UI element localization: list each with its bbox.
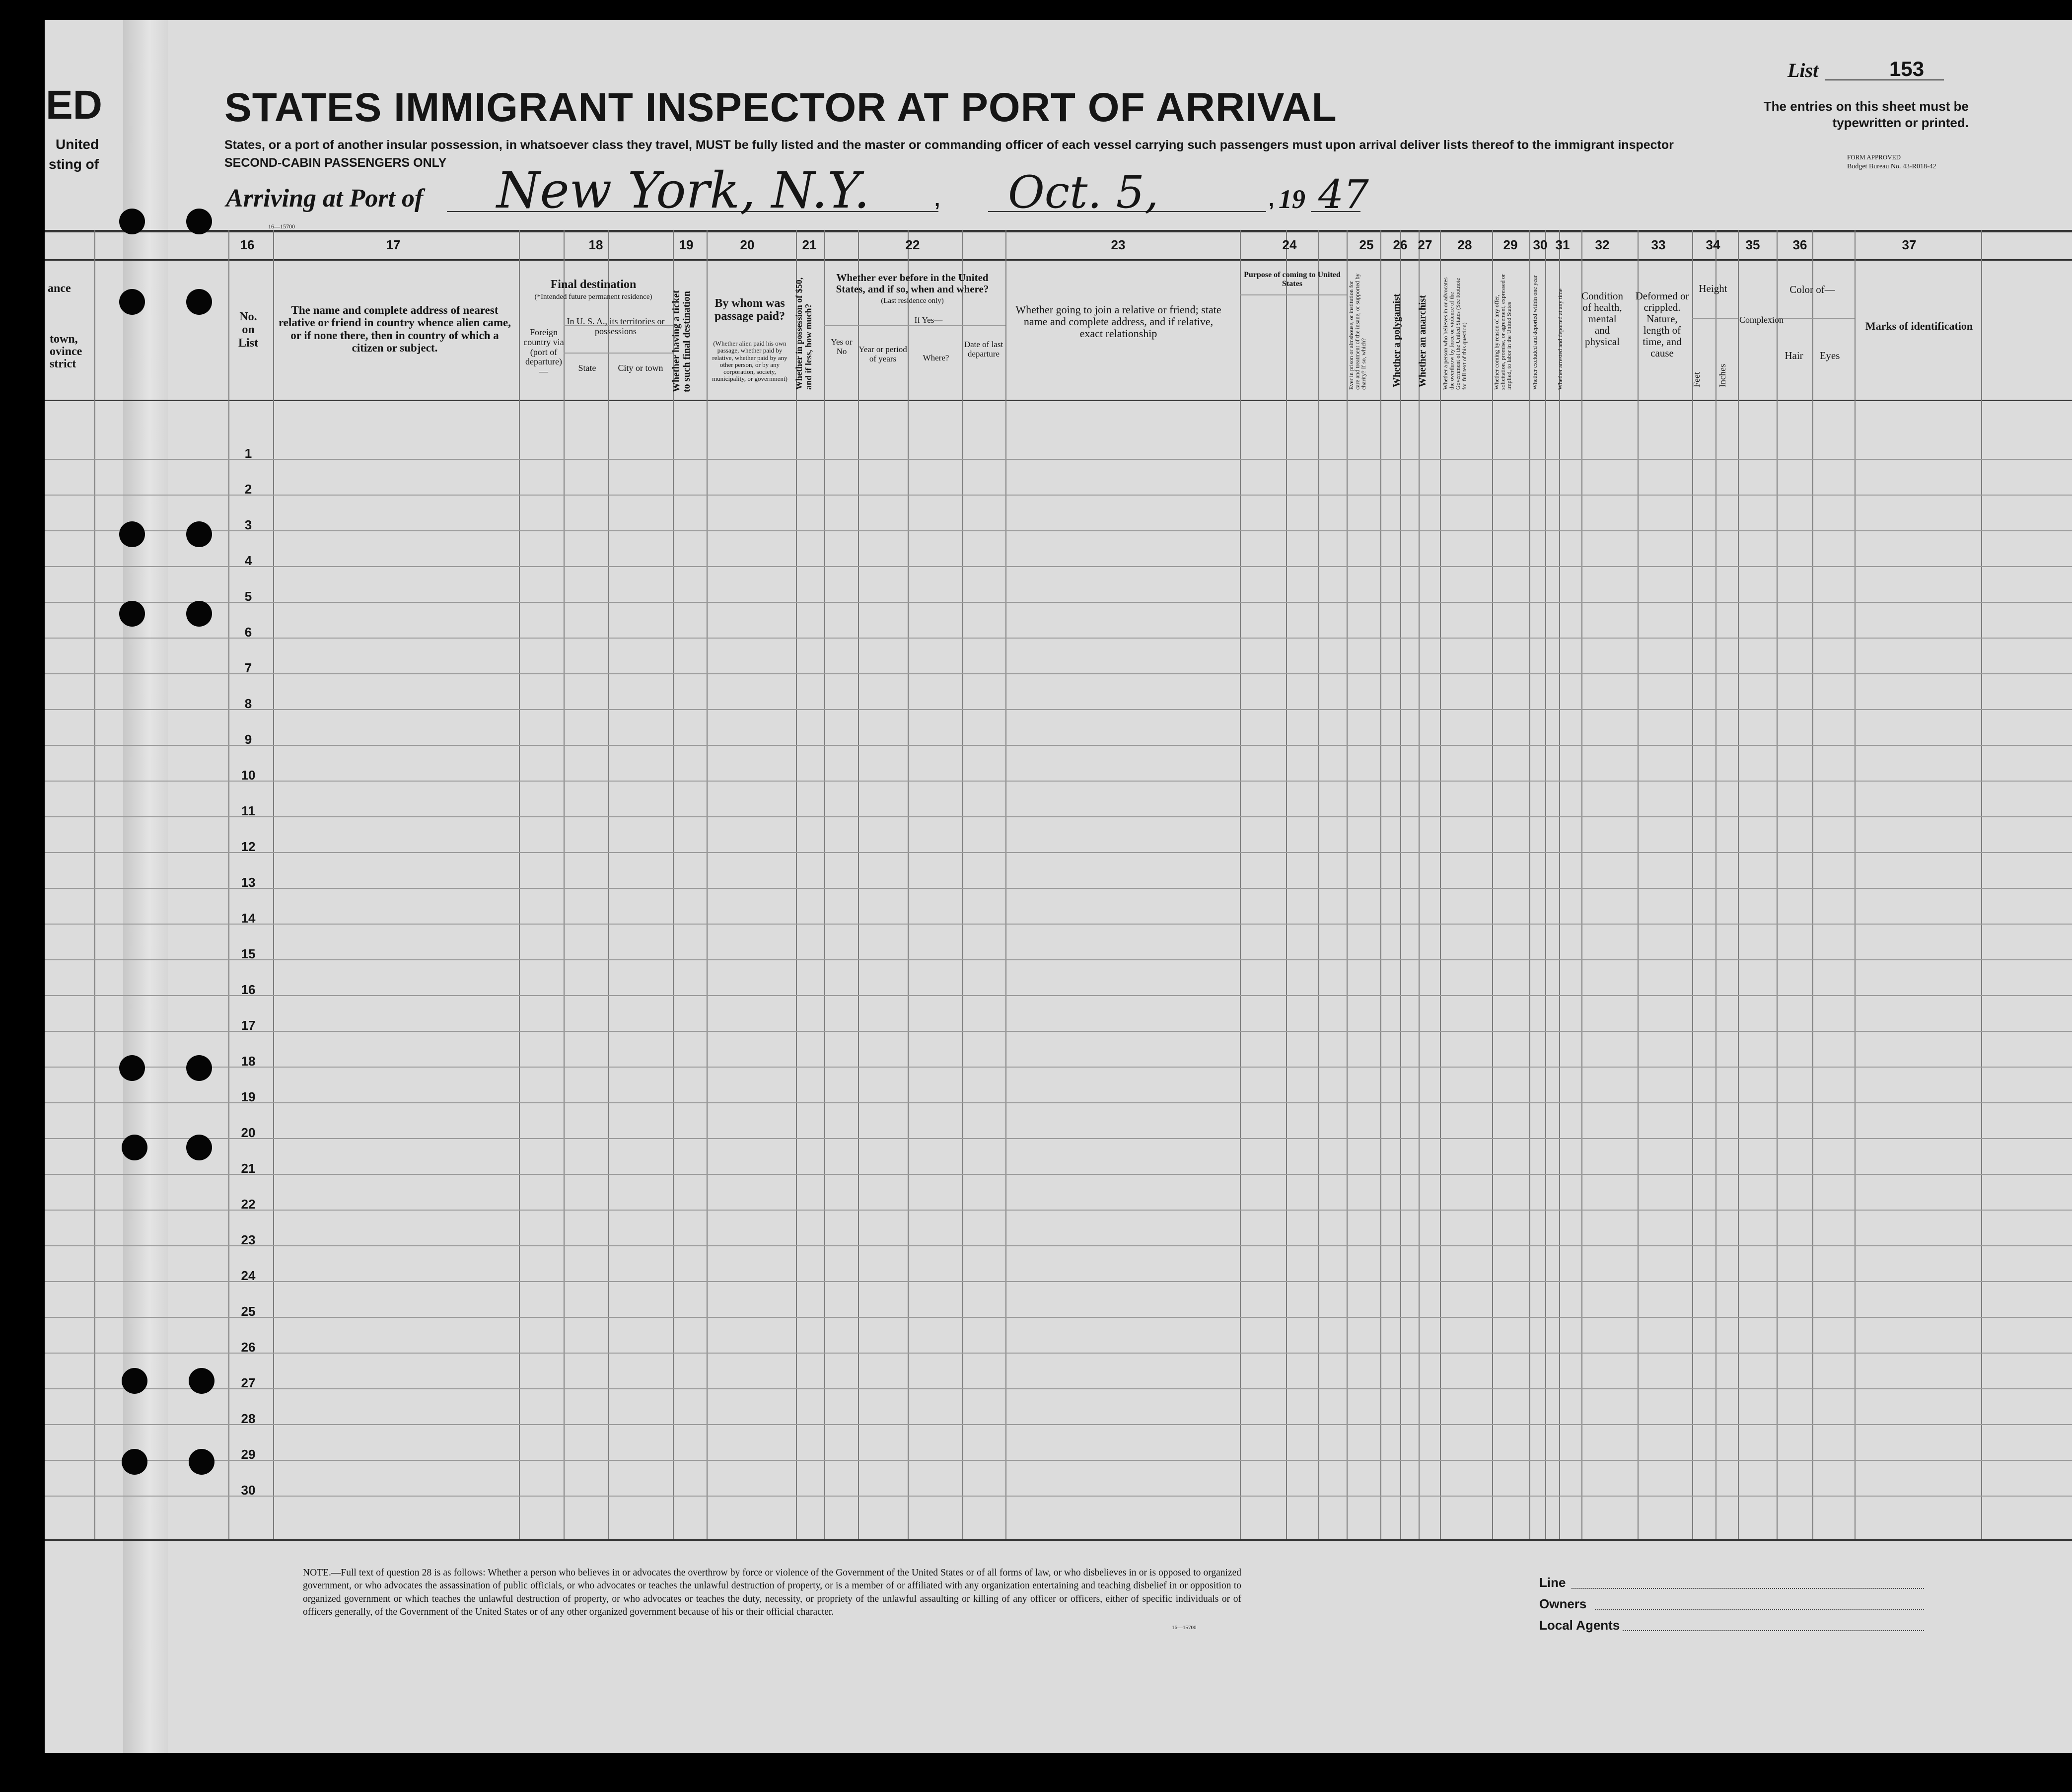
grid-column-line (519, 230, 520, 1539)
punch-hole (122, 1449, 147, 1475)
punch-hole (122, 1135, 147, 1160)
grid-row-line (45, 816, 2072, 817)
grid-row-line (45, 1424, 2072, 1425)
col-num-35: 35 (1745, 237, 1760, 252)
left-fragment-title: ED (46, 82, 102, 128)
col-num-19: 19 (679, 237, 694, 252)
grid-column-line (1692, 230, 1693, 1539)
port-value: New York, N.Y. (497, 161, 870, 219)
left-fragment-line-2: sting of (49, 156, 99, 172)
grid-row-line (45, 1353, 2072, 1354)
grid-row-line (45, 745, 2072, 746)
row-number: 25 (241, 1304, 256, 1319)
grid-column-line (673, 230, 674, 1539)
list-number: 153 (1889, 57, 1925, 80)
header-color-of: Color of— (1789, 284, 1835, 295)
left-header-district: strict (50, 358, 76, 370)
grid-column-line (1638, 230, 1639, 1539)
row-number: 3 (244, 517, 252, 532)
punch-hole (119, 209, 145, 234)
header-polygamist: Whether a polygamist (1391, 293, 1402, 387)
small-code: 16—15700 (268, 223, 295, 230)
header-year-period: Year or period of years (858, 345, 907, 363)
grid-column-line (1738, 230, 1739, 1539)
grid-subheader-line (1777, 318, 1855, 319)
page-fold (123, 20, 168, 1753)
grid-subheader-line (824, 325, 1005, 326)
grid-row-line (45, 959, 2072, 960)
grid-column-line (228, 230, 229, 1539)
col-num-17: 17 (386, 237, 401, 252)
row-number: 12 (241, 839, 256, 854)
header-final-destination-sub: (*Intended future permanent residence) (534, 293, 652, 301)
grid-column-line (273, 230, 274, 1539)
header-purpose: Purpose of coming to United States (1244, 271, 1341, 288)
header-final-destination: Final destination (550, 278, 637, 291)
grid-column-line (962, 230, 963, 1539)
header-nearest-relative: The name and complete address of nearest relative or friend in country whence alien came, or if none there, then in country of which a citizen or subject. (278, 304, 511, 354)
col-num-37: 37 (1902, 237, 1917, 252)
grid-column-line (796, 230, 797, 1539)
header-marks-identification: Marks of identification (1865, 320, 1973, 332)
punch-hole (119, 1055, 145, 1081)
punch-hole (186, 601, 212, 627)
header-hair: Hair (1785, 350, 1803, 361)
row-number: 10 (241, 768, 256, 783)
header-join-relative: Whether going to join a relative or friend; state name and complete address, and if relative, exact relationship (1015, 303, 1221, 340)
grid-column-line (1400, 230, 1401, 1539)
row-number: 5 (244, 589, 252, 604)
header-prison: Ever in prison or almshouse, or institution for care and treatment of the insane, or supported by charity? If so, which? (1348, 273, 1367, 390)
row-number: 7 (244, 660, 252, 675)
owners-label: Owners (1539, 1596, 1587, 1611)
col-num-32: 32 (1595, 237, 1610, 252)
row-number: 21 (241, 1161, 256, 1176)
grid-row-line (45, 1388, 2072, 1389)
grid-row-line (45, 1245, 2072, 1246)
punch-hole (186, 521, 212, 547)
row-number: 27 (241, 1375, 256, 1390)
header-yes-no: Yes or No (831, 337, 853, 356)
header-arrested: Whether arrested and deported at any time (1557, 288, 1564, 390)
col-num-31: 31 (1555, 237, 1570, 252)
row-number: 19 (241, 1089, 256, 1104)
header-excluded: Whether excluded and deported within one year (1531, 275, 1538, 390)
col-num-25: 25 (1359, 237, 1374, 252)
row-number: 18 (241, 1054, 256, 1069)
grid-row-line (45, 1067, 2072, 1068)
instructions: The entries on this sheet must be typewritten or printed. (1763, 99, 1969, 130)
footnote-code: 16—15700 (1172, 1625, 1197, 1631)
form-title: STATES IMMIGRANT INSPECTOR AT PORT OF ARRIVAL (224, 85, 1337, 130)
row-number: 8 (244, 696, 252, 711)
class-label: SECOND-CABIN PASSENGERS ONLY (224, 156, 447, 170)
row-number: 1 (244, 446, 252, 461)
punch-hole (122, 1368, 147, 1394)
punch-hole (189, 1449, 214, 1475)
punch-hole (186, 1135, 212, 1160)
col-num-34: 34 (1706, 237, 1720, 252)
grid-row-line (45, 1174, 2072, 1175)
grid-row-line (45, 781, 2072, 782)
header-complexion: Complexion (1739, 315, 1784, 325)
row-number: 28 (241, 1411, 256, 1426)
col-num-29: 29 (1503, 237, 1518, 252)
grid-row-line (45, 1138, 2072, 1139)
local-agents-label: Local Agents (1539, 1618, 1620, 1633)
header-health: Condition of health, mental and physical (1581, 290, 1623, 348)
grid-column-line (1419, 230, 1420, 1539)
form-approved: FORM APPROVED (1847, 153, 1901, 161)
row-number: 9 (244, 732, 252, 747)
left-header-province: ovince (50, 345, 82, 358)
grid-column-line (1347, 230, 1348, 1539)
grid-column-line (1492, 230, 1493, 1539)
header-where: Where? (923, 353, 949, 362)
header-last-departure: Date of last departure (964, 340, 1003, 358)
grid-row-line (45, 1102, 2072, 1103)
grid-row-line (45, 638, 2072, 639)
header-deformed: Deformed or crippled. Nature, length of time, and cause (1635, 290, 1689, 359)
year-prefix: 19 (1279, 184, 1305, 214)
header-passage-paid: By whom was passage paid? (714, 297, 786, 323)
header-ticket: Whether having a ticket to such final destination (671, 290, 692, 392)
header-city-town: City or town (618, 363, 663, 373)
grid-row-line (45, 1210, 2072, 1211)
row-number: 22 (241, 1197, 256, 1212)
grid-row-line (45, 852, 2072, 853)
grid-column-line (1777, 230, 1778, 1539)
row-number: 6 (244, 625, 252, 640)
manifest-sheet (45, 20, 2072, 1753)
left-header-town: town, (50, 333, 78, 346)
row-number: 24 (241, 1268, 256, 1283)
grid-subheader-line (564, 353, 673, 354)
grid-row-line (45, 1281, 2072, 1282)
punch-hole (186, 289, 212, 315)
header-in-usa: In U. S. A., its territories or possessions (567, 316, 665, 336)
grid-column-line (1318, 230, 1319, 1539)
budget-bureau: Budget Bureau No. 43-R018-42 (1847, 163, 1936, 170)
grid-column-line (908, 230, 909, 1539)
grid-column-line (1855, 230, 1856, 1539)
grid-row-line (45, 888, 2072, 889)
row-number: 11 (241, 803, 255, 818)
row-number: 26 (241, 1340, 256, 1355)
punch-hole (119, 521, 145, 547)
header-eyes: Eyes (1819, 350, 1840, 361)
grid-row-line (45, 602, 2072, 603)
grid-row-line (45, 995, 2072, 996)
grid-column-line (1559, 230, 1560, 1539)
punch-hole (119, 289, 145, 315)
col-num-23: 23 (1111, 237, 1126, 252)
grid-row-line (45, 566, 2072, 567)
grid-column-line (1715, 230, 1716, 1539)
list-label: List (1787, 59, 1819, 81)
year-value: 47 (1318, 171, 1369, 217)
grid-row-line (45, 709, 2072, 710)
grid-column-line (824, 230, 825, 1539)
grid-row-line (45, 673, 2072, 674)
row-number: 17 (241, 1018, 256, 1033)
grid-row-line (45, 530, 2072, 531)
row-number: 4 (244, 553, 252, 568)
left-fragment-line-1: United (56, 137, 99, 152)
col-num-27: 27 (1418, 237, 1432, 252)
header-height: Height (1699, 283, 1727, 294)
grid-column-line (1005, 230, 1006, 1539)
row-number: 14 (241, 911, 256, 926)
grid-column-line (707, 230, 708, 1539)
col-num-33: 33 (1651, 237, 1666, 252)
header-if-yes: If Yes— (914, 315, 943, 325)
grid-column-line (608, 230, 609, 1539)
grid-row-line (45, 459, 2072, 460)
punch-hole (186, 1055, 212, 1081)
grid-column-line (1545, 230, 1546, 1539)
header-labor-offer: Whether coming by reason of any offer, solicitation, promise, or agreement, expressed or implied, to labor in the United States (1493, 274, 1513, 390)
punch-hole (186, 209, 212, 234)
grid-column-line (858, 230, 859, 1539)
grid-row-line (45, 924, 2072, 925)
col-num-28: 28 (1457, 237, 1472, 252)
grid-column-line (1286, 230, 1287, 1539)
col-num-20: 20 (740, 237, 755, 252)
col-num-36: 36 (1792, 237, 1807, 252)
arriving-label: Arriving at Port of (226, 184, 424, 213)
grid-subheader-line (1240, 294, 1347, 295)
header-ever-before: Whether ever before in the United States, and if so, when and where? (836, 272, 989, 295)
row-number: 16 (241, 982, 256, 997)
row-number: 30 (241, 1483, 256, 1498)
col-num-24: 24 (1282, 237, 1297, 252)
header-passage-paid-sub: (Whether alien paid his own passage, whether paid by relative, whether paid by any other person, or by any corporation, society, municipality, or government) (712, 340, 787, 383)
col-num-21: 21 (802, 237, 817, 252)
form-subtitle: States, or a port of another insular possession, in whatsoever class they travel, MUST be fully listed and the master or commanding officer of each vessel carrying such passengers must upon arrival deliver lists thereof to the immigrant inspector (224, 138, 1674, 152)
grid-row-line (45, 1496, 2072, 1497)
row-number: 23 (241, 1232, 256, 1247)
footnote: NOTE.—Full text of question 28 is as follows: Whether a person who believes in or advocates the overthrow by force or violence of the Government of the United States or of all forms of law, or who disbelieves in or is opposed to organized government, or who advocates the assassination of public officials, or who advocates or teaches the unlawful destruction of property, or is a member of or affiliated with any organization entertaining and teaching disbelief in or opposition to organized government or which teaches the unlawful destruction of property, or who advocates or teaches the duty, necessity, or propriety of the unlawful assaulting or killing of any officer or officers, either of specific individuals or of officers generally, of the Government of the United States or of any other organized government because of his or their official character. (303, 1568, 1241, 1617)
header-ever-before-sub: (Last residence only) (881, 297, 944, 305)
col-num-22: 22 (905, 237, 920, 252)
row-number: 2 (244, 482, 252, 497)
grid-column-line (1812, 230, 1813, 1539)
header-overthrow: Whether a person who believes in or advocates the overthrow by force or violence of the Government of the United States (See footnote for full text of this question) (1442, 277, 1468, 390)
grid-row-line (45, 495, 2072, 496)
grid-column-line (1440, 230, 1441, 1539)
header-anarchist: Whether an anarchist (1417, 295, 1428, 387)
header-feet: Feet (1692, 372, 1702, 387)
col-num-16: 16 (240, 237, 255, 252)
grid-column-line (1380, 230, 1381, 1539)
grid-column-line (94, 230, 95, 1539)
grid-column-line (564, 230, 565, 1539)
grid-column-line (1581, 230, 1582, 1539)
punch-hole (119, 601, 145, 627)
header-foreign-country: Foreign country via (port of departure)— (523, 327, 564, 377)
grid-column-line (1529, 230, 1530, 1539)
header-inches: Inches (1717, 364, 1727, 387)
col-num-26: 26 (1393, 237, 1408, 252)
grid-column-line (1981, 230, 1982, 1539)
grid-column-line (1240, 230, 1241, 1539)
col-num-18: 18 (588, 237, 603, 252)
row-number: 20 (241, 1125, 256, 1140)
header-no-on-list: No. on List (238, 310, 258, 350)
left-header-ance: ance (48, 282, 71, 295)
date-value: Oct. 5, (1008, 166, 1159, 218)
line-label: Line (1539, 1575, 1566, 1590)
punch-hole (189, 1368, 214, 1394)
header-state: State (578, 363, 596, 373)
row-number: 13 (241, 875, 256, 890)
row-number: 15 (241, 946, 256, 961)
col-num-30: 30 (1533, 237, 1548, 252)
row-number: 29 (241, 1447, 256, 1462)
grid-subheader-line (1692, 318, 1738, 319)
grid-row-line (45, 1460, 2072, 1461)
grid-row-line (45, 1317, 2072, 1318)
grid-row-line (45, 1031, 2072, 1032)
header-fifty-dollars: Whether in possession of $50, and if less, how much? (794, 277, 813, 390)
